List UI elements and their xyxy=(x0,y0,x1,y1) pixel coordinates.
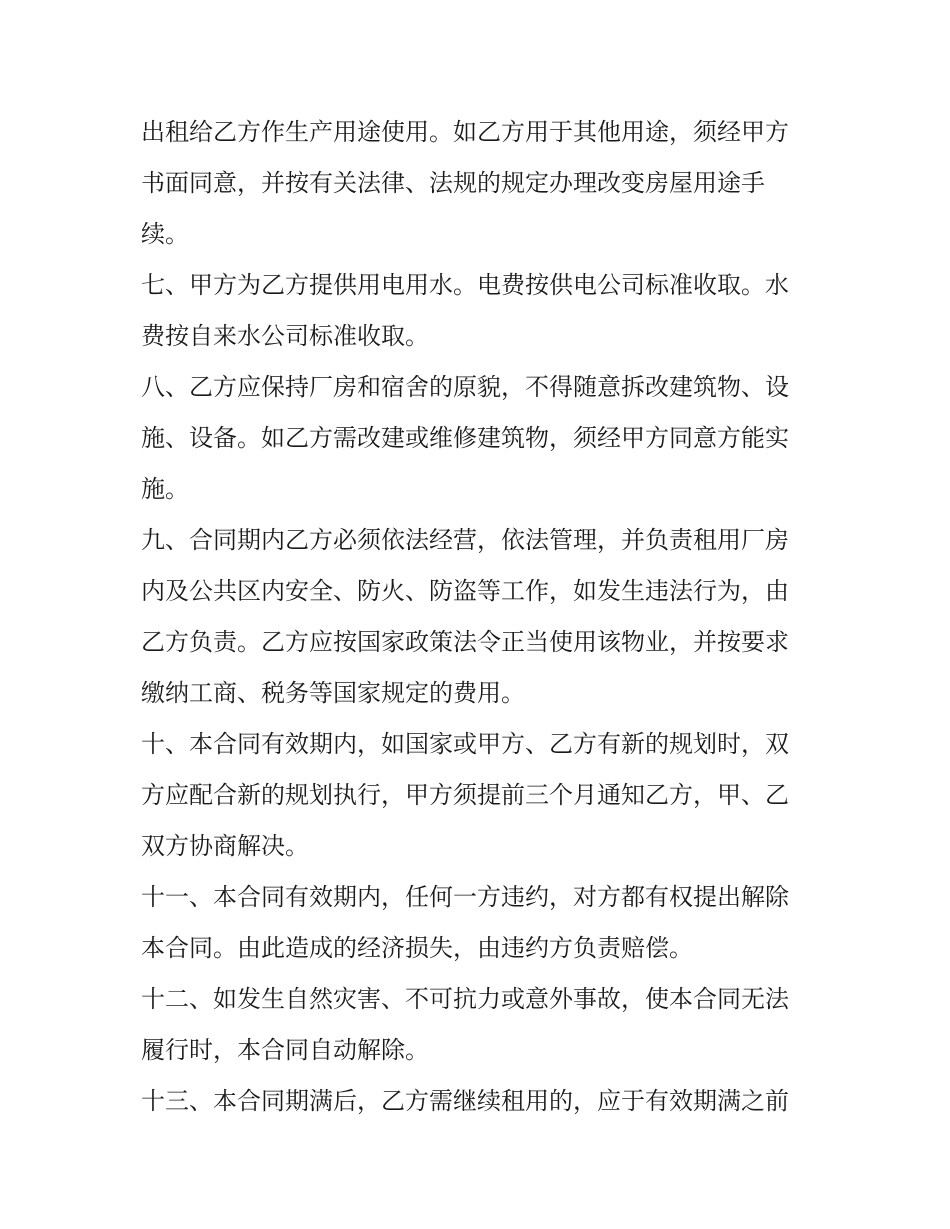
text-line: 续。 xyxy=(141,220,189,248)
text-line: 施。 xyxy=(141,475,189,503)
text-line: 双方协商解决。 xyxy=(141,832,309,860)
text-line: 方应配合新的规划执行，甲方须提前三个月通知乙方，甲、乙 xyxy=(141,781,789,809)
text-line: 出租给乙方作生产用途使用。如乙方用于其他用途，须经甲方 xyxy=(141,118,789,146)
text-line: 九、合同期内乙方必须依法经营，依法管理，并负责租用厂房 xyxy=(141,526,789,554)
contract-text-body xyxy=(141,107,813,1127)
text-line: 十、本合同有效期内，如国家或甲方、乙方有新的规划时，双 xyxy=(141,730,789,758)
text-line: 施、设备。如乙方需改建或维修建筑物，须经甲方同意方能实 xyxy=(141,424,789,452)
text-line: 八、乙方应保持厂房和宿舍的原貌，不得随意拆改建筑物、设 xyxy=(141,373,789,401)
text-line: 十三、本合同期满后，乙方需继续租用的，应于有效期满之前 xyxy=(141,1087,789,1115)
text-line: 缴纳工商、税务等国家规定的费用。 xyxy=(141,679,525,707)
text-line: 本合同。由此造成的经济损失，由违约方负责赔偿。 xyxy=(141,934,693,962)
text-line: 十一、本合同有效期内，任何一方违约，对方都有权提出解除 xyxy=(141,883,789,911)
text-line: 履行时，本合同自动解除。 xyxy=(141,1036,429,1064)
text-line: 十二、如发生自然灾害、不可抗力或意外事故，使本合同无法 xyxy=(141,985,789,1013)
text-line: 乙方负责。乙方应按国家政策法令正当使用该物业，并按要求 xyxy=(141,628,789,656)
text-line: 费按自来水公司标准收取。 xyxy=(141,322,429,350)
text-line: 内及公共区内安全、防火、防盗等工作，如发生违法行为，由 xyxy=(141,577,789,605)
text-line: 书面同意，并按有关法律、法规的规定办理改变房屋用途手 xyxy=(141,169,765,197)
text-line: 七、甲方为乙方提供用电用水。电费按供电公司标准收取。水 xyxy=(141,271,789,299)
